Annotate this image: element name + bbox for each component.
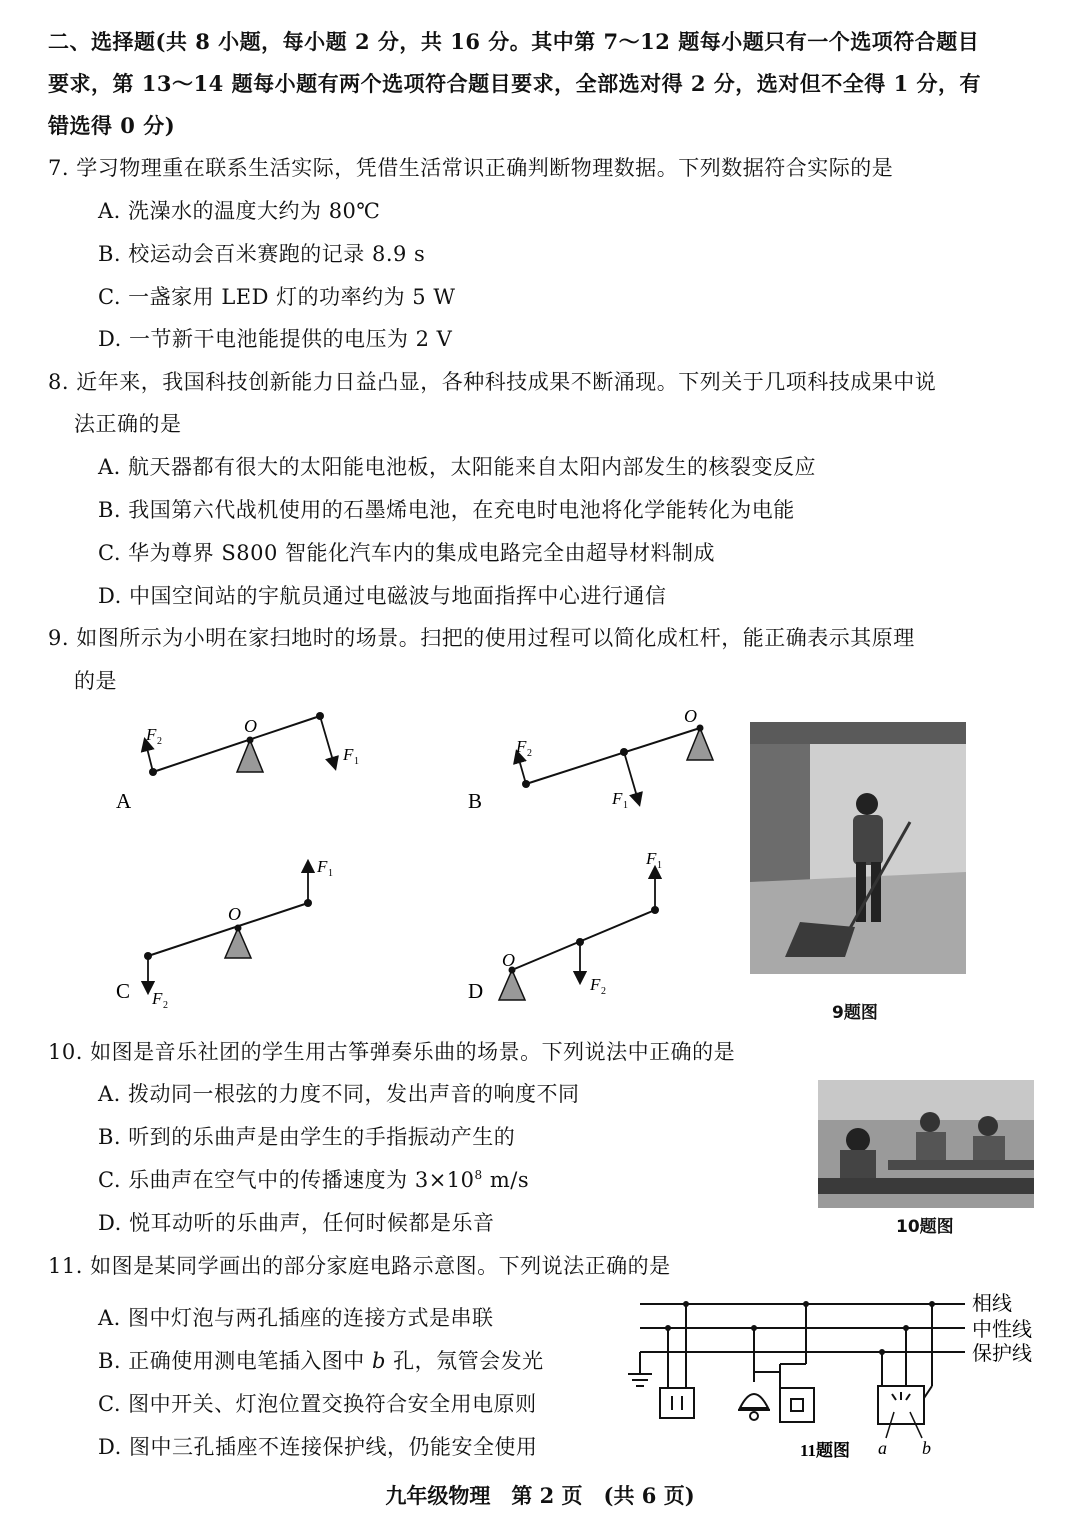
wire-neutral-label: 中性线: [972, 1319, 1032, 1341]
lever-option-c: [116, 857, 333, 1011]
section-heading-line1: 二、选择题(共 8 小题，每小题 2 分，共 16 分。其中第 7～12 题每小题只有一个选项符合题目: [48, 29, 980, 54]
lever-option-a: [116, 712, 359, 813]
wire-ground-label: 保护线: [972, 1343, 1032, 1365]
q10-guzheng-photo: [818, 1080, 1034, 1208]
svg-text:O: O: [228, 904, 241, 924]
svg-text:2: 2: [601, 986, 606, 997]
svg-text:1: 1: [657, 860, 662, 871]
label-a: A: [116, 789, 132, 813]
label-o: O: [244, 716, 257, 736]
svg-text:O: O: [684, 706, 697, 726]
svg-text:2: 2: [163, 1000, 168, 1011]
q7-option-b: B. 校运动会百米赛跑的记录 8.9 s: [98, 242, 426, 266]
q8-stem-line2: 法正确的是: [74, 412, 182, 436]
section-heading-line2: 要求，第 13～14 题每小题有两个选项符合题目要求，全部选对得 2 分，选对但不全得 1 分，有: [48, 71, 982, 96]
label-d: D: [468, 979, 484, 1003]
q7-option-c: C. 一盏家用 LED 灯的功率约为 5 W: [98, 285, 456, 309]
q7-option-d: D. 一节新干电池能提供的电压为 2 V: [98, 327, 453, 351]
svg-text:F: F: [590, 975, 601, 994]
svg-text:1: 1: [328, 868, 333, 879]
q10-option-c: C. 乐曲声在空气中的传播速度为 $3\times 10^8$ m/s: [98, 1168, 530, 1192]
label-c: C: [116, 979, 131, 1003]
q11-option-b: B. 正确使用测电笔插入图中 b 孔，氖管会发光: [98, 1349, 544, 1373]
q9-caption: 9题图: [832, 1003, 878, 1023]
q8-option-b: B. 我国第六代战机使用的石墨烯电池，在充电时电池将化学能转化为电能: [98, 498, 795, 522]
q8-option-d: D. 中国空间站的宇航员通过电磁波与地面指挥中心进行通信: [98, 584, 667, 608]
q9-stem-line1: 9. 如图所示为小明在家扫地时的场景。扫把的使用过程可以简化成杠杆，能正确表示其原理: [48, 626, 915, 650]
q8-option-a: A. 航天器都有很大的太阳能电池板，太阳能来自太阳内部发生的核裂变反应: [98, 455, 817, 479]
q11-circuit-diagram: [620, 1288, 1060, 1468]
two-hole-socket: [660, 1388, 694, 1418]
q9-stem-line2: 的是: [74, 669, 117, 693]
q10-option-d: D. 悦耳动听的乐曲声，任何时候都是乐音: [98, 1211, 495, 1235]
q9-sweeping-photo: [750, 722, 966, 974]
q8-option-c: C. 华为尊界 S800 智能化汽车内的集成电路完全由超导材料制成: [98, 541, 715, 565]
page-footer: 九年级物理 第 2 页 (共 6 页): [385, 1483, 695, 1508]
hole-a-label: a: [878, 1438, 887, 1458]
svg-text:F: F: [612, 789, 623, 808]
q10-option-c-exponent: 8: [474, 1168, 483, 1182]
lever-option-d: [468, 849, 662, 1003]
svg-text:1: 1: [623, 800, 628, 811]
lever-option-b: [468, 706, 713, 813]
hole-b-label: b: [922, 1438, 931, 1458]
wire-live-label: 相线: [972, 1293, 1012, 1315]
q10-option-a: A. 拨动同一根弦的力度不同，发出声音的响度不同: [98, 1082, 580, 1106]
svg-text:F: F: [152, 989, 163, 1008]
q7-stem: 7. 学习物理重在联系生活实际，凭借生活常识正确判断物理数据。下列数据符合实际的是: [48, 156, 894, 180]
q11-option-c: C. 图中开关、灯泡位置交换符合安全用电原则: [98, 1392, 537, 1416]
svg-text:F: F: [646, 849, 657, 868]
q11-option-d: D. 图中三孔插座不连接保护线，仍能安全使用: [98, 1435, 538, 1459]
q10-option-b: B. 听到的乐曲声是由学生的手指振动产生的: [98, 1125, 516, 1149]
svg-text:O: O: [502, 950, 515, 970]
q11-option-b-var: b: [371, 1349, 386, 1373]
q8-stem-line1: 8. 近年来，我国科技创新能力日益凸显，各种科技成果不断涌现。下列关于几项科技成果中说: [48, 370, 937, 394]
svg-text:2: 2: [527, 748, 532, 759]
q10-stem: 10. 如图是音乐社团的学生用古筝弹奏乐曲的场景。下列说法中正确的是: [48, 1040, 736, 1064]
svg-text:F: F: [317, 857, 328, 876]
q10-caption: 10题图: [896, 1217, 954, 1237]
q11-stem: 11. 如图是某同学画出的部分家庭电路示意图。下列说法正确的是: [48, 1254, 671, 1278]
q7-option-a: A. 洗澡水的温度大约为 80℃: [98, 199, 381, 223]
label-b: B: [468, 789, 483, 813]
q11-option-a: A. 图中灯泡与两孔插座的连接方式是串联: [98, 1306, 494, 1330]
label-sub2: 2: [157, 736, 162, 747]
label-f2: F: [146, 725, 157, 744]
svg-text:F: F: [516, 737, 527, 756]
three-hole-socket: [878, 1386, 924, 1424]
label-f1: F: [343, 745, 354, 764]
q11-caption: 11题图: [800, 1441, 851, 1460]
section-heading-line3: 错选得 0 分): [48, 113, 176, 138]
label-sub1: 1: [354, 756, 359, 767]
lamp-icon: [740, 1394, 768, 1408]
